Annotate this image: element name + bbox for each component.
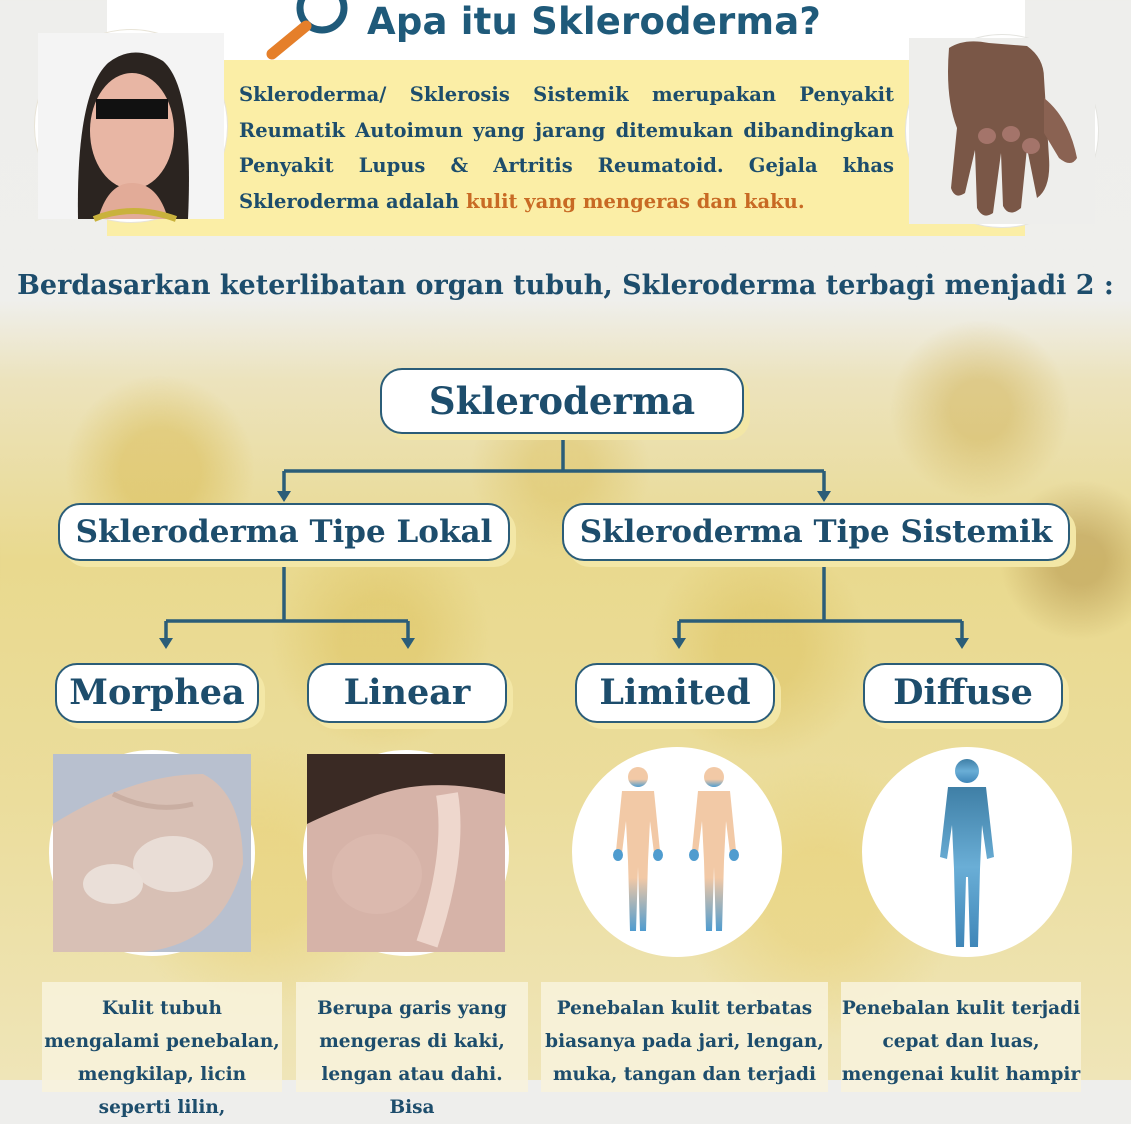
- page-title: Apa itu Skleroderma?: [367, 0, 822, 43]
- node-limited: Limited: [575, 663, 775, 723]
- node-skleroderma: Skleroderma: [380, 368, 744, 434]
- morphea-skin-photo: [49, 750, 255, 956]
- node-tipe-sistemik: Skleroderma Tipe Sistemik: [562, 503, 1070, 561]
- morphea-description: Kulit tubuh mengalami penebalan, mengkilap, licin seperti lilin,: [42, 982, 282, 1092]
- diffuse-description: Penebalan kulit terjadi cepat dan luas, mengenai kulit hampir: [841, 982, 1081, 1092]
- linear-forehead-photo: [303, 750, 509, 956]
- section-subtitle: Berdasarkan keterlibatan organ tubuh, Skleroderma terbagi menjadi 2 :: [17, 270, 1114, 301]
- intro-highlight: kulit yang mengeras dan kaku.: [465, 189, 805, 213]
- limited-description: Penebalan kulit terbatas biasanya pada jari, lengan, muka, tangan dan terjadi: [541, 982, 828, 1092]
- intro-text-main: Skleroderma/ Sklerosis Sistemik merupakan Penyakit Reumatik Autoimun yang jarang ditemukan dibandingkan Penyakit Lupus & Artritis Reumatoid. Gejala khas Skleroderma adalah: [239, 83, 894, 213]
- linear-description: Berupa garis yang mengeras di kaki, lengan atau dahi. Bisa: [296, 982, 528, 1092]
- diffuse-body-figure: [862, 747, 1072, 957]
- limited-body-figures: [572, 747, 782, 957]
- node-tipe-lokal: Skleroderma Tipe Lokal: [58, 503, 510, 561]
- node-diffuse: Diffuse: [863, 663, 1063, 723]
- node-linear: Linear: [307, 663, 507, 723]
- node-morphea: Morphea: [55, 663, 259, 723]
